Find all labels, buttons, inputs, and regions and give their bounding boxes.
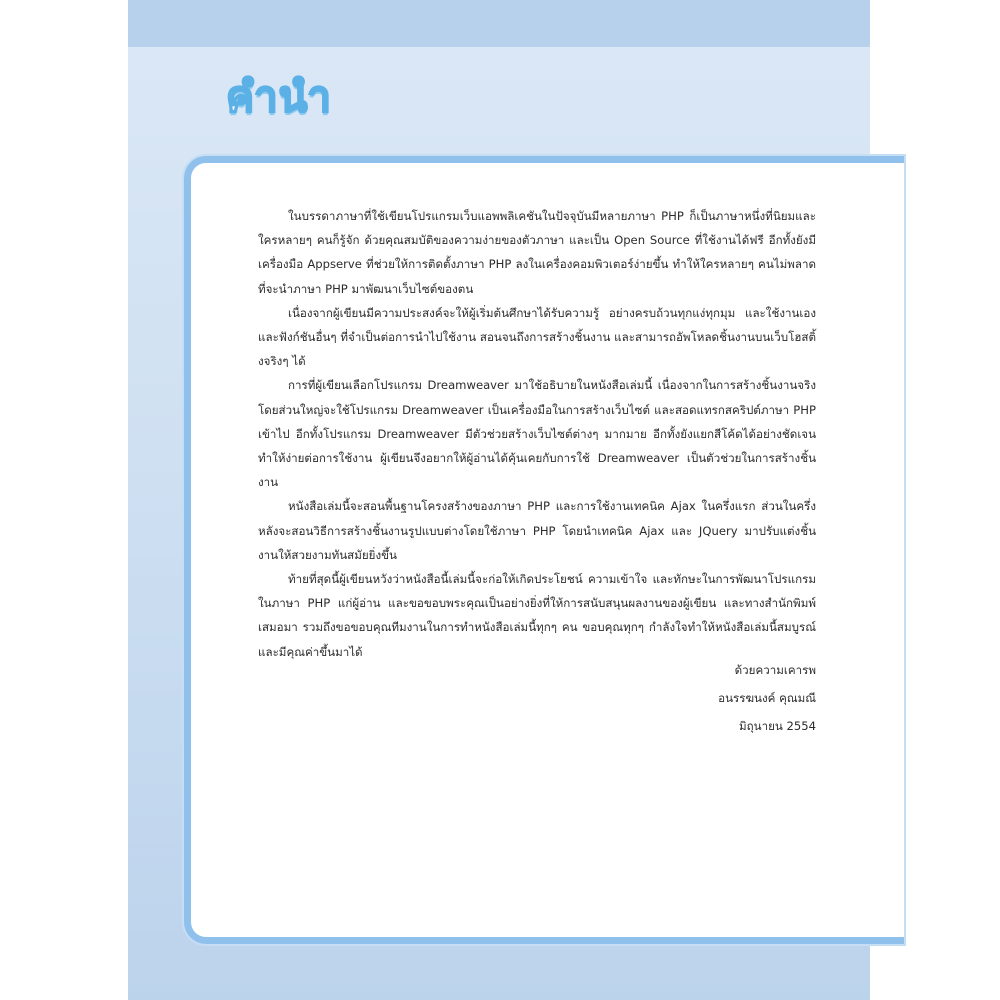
paragraph: การที่ผู้เขียนเลือกโปรแกรม Dreamweaver มาใช้อธิบายในหนังสือเล่มนี้ เนื่องจากในการสร้างชิ้นงานจริง โดยส่วนใหญ่จะใช้โปรแกรม Dreamweaver เป็นเครื่องมือในการสร้างเว็บไซต์ และสอดแทรกสคริปต์ภาษา PHP เข้าไป อีกทั้งโปรแกรม Dreamweaver มีตัวช่วยสร้างเว็บไซต์ต่างๆ มากมาย อีกทั้งยังแยกสีโค้ดได้อย่างชัดเจนทำให้ง่ายต่อการใช้งาน ผู้เขียนจึงอยากให้ผู้อ่านได้คุ้นเคยกับการใช้ Dreamweaver เป็นตัวช่วยในการสร้างชิ้นงาน [258, 378, 816, 490]
paragraph: ในบรรดาภาษาที่ใช้เขียนโปรแกรมเว็บแอพพลิเคชันในปัจจุบันมีหลายภาษา PHP ก็เป็นภาษาหนึ่งที่นิยมและใครหลายๆ คนก็รู้จัก ด้วยคุณสมบัติของความง่ายของตัวภาษา และเป็น Open Source ที่ใช้งานได้ฟรี อีกทั้งยังมีเครื่องมือ Appserve ที่ช่วยให้การติดตั้งภาษา PHP ลงในเครื่องคอมพิวเตอร์ง่ายขึ้น ทำให้ใครหลายๆ คนไม่พลาดที่จะนำภาษา PHP มาพัฒนาเว็บไซต์ของตน [258, 209, 816, 296]
paragraph: เนื่องจากผู้เขียนมีความประสงค์จะให้ผู้เริ่มต้นศึกษาได้รับความรู้ อย่างครบถ้วนทุกแง่ทุกมุม และใช้งานเอง และฟังก์ชันอื่นๆ ที่จำเป็นต่อการนำไปใช้งาน สอนจนถึงการสร้างชิ้นงาน และสามารถอัพโหลดชิ้นงานบนเว็บโฮสติ้งจริงๆ ได้ [258, 305, 816, 369]
signature-date: มิถุนายน 2554 [738, 719, 816, 733]
signature-author: อนรรฆนงค์ คุณมณี [718, 691, 816, 705]
paragraph: หนังสือเล่มนี้จะสอนพื้นฐานโครงสร้างของภาษา PHP และการใช้งานเทคนิค Ajax ในครึ่งแรก ส่วนในครึ่งหลังจะสอนวิธีการสร้างชิ้นงานรูปแบบต่างโดยใช้ภาษา PHP โดยนำเทคนิค Ajax และ JQuery มาปรับแต่งชิ้นงานให้สวยงามทันสมัยยิ่งขึ้น [258, 499, 816, 562]
signature-block [516, 656, 816, 740]
header-band [128, 0, 870, 47]
signature-closing: ด้วยความเคารพ [734, 663, 816, 677]
paragraph: ท้ายที่สุดนี้ผู้เขียนหวังว่าหนังสือนี้เล่มนี้จะก่อให้เกิดประโยชน์ ความเข้าใจ และทักษะในการพัฒนาโปรแกรมในภาษา PHP แก่ผู้อ่าน และขอขอบพระคุณเป็นอย่างยิ่งที่ให้การสนับสนุนผลงานของผู้เขียน และทางสำนักพิมพ์เสมอมา รวมถึงขอขอบคุณทีมงานในการทำหนังสือเล่มนี้ทุกๆ คน ขอบคุณทุกๆ กำลังใจทำให้หนังสือเล่มนี้สมบูรณ์ และมีคุณค่าขึ้นมาได้ [258, 572, 816, 659]
preface-body [258, 204, 816, 664]
page-title: คำนำ [226, 72, 332, 121]
